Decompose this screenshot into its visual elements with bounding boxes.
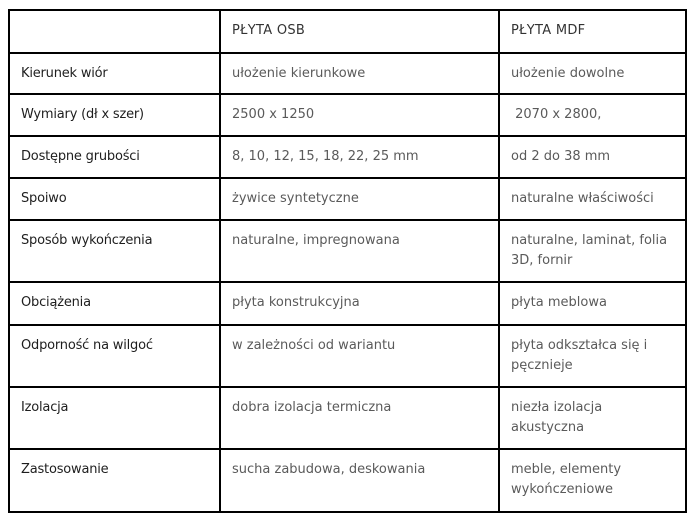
table-row xyxy=(9,53,686,94)
table-row xyxy=(9,136,686,178)
mdf-value: od 2 do 38 mm xyxy=(499,136,686,178)
table-row xyxy=(9,178,686,220)
table-row xyxy=(9,387,686,449)
header-cell-mdf: PŁYTA MDF xyxy=(499,10,686,53)
mdf-value: 2070 x 2800, xyxy=(499,94,686,136)
mdf-value: naturalne właściwości xyxy=(499,178,686,220)
row-label: Dostępne grubości xyxy=(9,136,220,178)
osb-value: płyta konstrukcyjna xyxy=(220,282,499,325)
row-label: Izolacja xyxy=(9,387,220,449)
table-row xyxy=(9,325,686,387)
comparison-table xyxy=(8,9,687,513)
osb-value: naturalne, impregnowana xyxy=(220,220,499,282)
osb-value: dobra izolacja termiczna xyxy=(220,387,499,449)
row-label: Kierunek wiór xyxy=(9,53,220,94)
osb-value: żywice syntetyczne xyxy=(220,178,499,220)
table-row xyxy=(9,449,686,512)
table-row xyxy=(9,220,686,282)
osb-value: w zależności od wariantu xyxy=(220,325,499,387)
row-label: Odporność na wilgoć xyxy=(9,325,220,387)
mdf-value: naturalne, laminat, folia 3D, fornir xyxy=(499,220,686,282)
osb-value: 8, 10, 12, 15, 18, 22, 25 mm xyxy=(220,136,499,178)
mdf-value: meble, elementy wykończeniowe xyxy=(499,449,686,512)
mdf-value: niezła izolacja akustyczna xyxy=(499,387,686,449)
osb-value: 2500 x 1250 xyxy=(220,94,499,136)
row-label: Wymiary (dł x szer) xyxy=(9,94,220,136)
table-row xyxy=(9,282,686,325)
osb-value: ułożenie kierunkowe xyxy=(220,53,499,94)
mdf-value: płyta odkształca się i pęcznieje xyxy=(499,325,686,387)
osb-value: sucha zabudowa, deskowania xyxy=(220,449,499,512)
row-label: Sposób wykończenia xyxy=(9,220,220,282)
table-row xyxy=(9,94,686,136)
row-label: Spoiwo xyxy=(9,178,220,220)
header-cell-empty xyxy=(9,10,220,53)
header-row xyxy=(9,10,686,53)
row-label: Obciążenia xyxy=(9,282,220,325)
row-label: Zastosowanie xyxy=(9,449,220,512)
mdf-value: płyta meblowa xyxy=(499,282,686,325)
mdf-value: ułożenie dowolne xyxy=(499,53,686,94)
header-cell-osb: PŁYTA OSB xyxy=(220,10,499,53)
